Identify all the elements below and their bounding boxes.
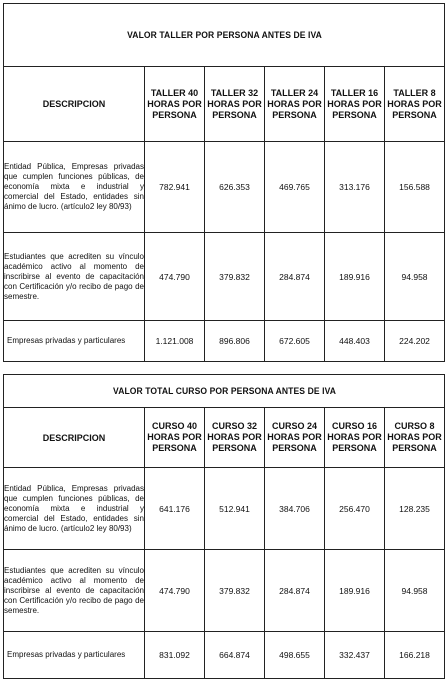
price-cell: 1.121.008 (145, 321, 205, 362)
price-cell: 641.176 (145, 468, 205, 550)
row-description: Empresas privadas y particulares (4, 632, 145, 679)
taller-price-table (3, 3, 445, 362)
price-cell: 256.470 (325, 468, 385, 550)
price-cell: 166.218 (385, 632, 445, 679)
row-description: Entidad Pública, Empresas privadas que cumplen funciones públicas, de economía mixta e industrial y comercial del Estado, entidades sin ánimo de lucro. (artículo2 ley 80/93) (4, 142, 145, 233)
price-cell: 782.941 (145, 142, 205, 233)
column-header: CURSO 24 HORAS POR PERSONA (265, 408, 325, 468)
price-cell: 896.806 (205, 321, 265, 362)
row-description: Estudiantes que acrediten su vínculo académico activo al momento de inscribirse al evento de capacitación con Certificación y/o recibo de pago de semestre. (4, 550, 145, 632)
column-header: TALLER 40 HORAS POR PERSONA (145, 67, 205, 142)
price-cell: 664.874 (205, 632, 265, 679)
column-header: CURSO 32 HORAS POR PERSONA (205, 408, 265, 468)
table-row (4, 142, 445, 233)
price-cell: 224.202 (385, 321, 445, 362)
price-cell: 384.706 (265, 468, 325, 550)
price-cell: 469.765 (265, 142, 325, 233)
row-description: Empresas privadas y particulares (4, 321, 145, 362)
table-row (4, 550, 445, 632)
price-cell: 498.655 (265, 632, 325, 679)
table-title: VALOR TOTAL CURSO POR PERSONA ANTES DE IVA (15, 375, 434, 408)
column-header: TALLER 24 HORAS POR PERSONA (265, 67, 325, 142)
price-cell: 189.916 (325, 233, 385, 321)
table-row (4, 233, 445, 321)
column-header: CURSO 16 HORAS POR PERSONA (325, 408, 385, 468)
column-header: TALLER 32 HORAS POR PERSONA (205, 67, 265, 142)
table-row (4, 632, 445, 679)
price-cell: 94.958 (385, 233, 445, 321)
price-cell: 128.235 (385, 468, 445, 550)
price-cell: 313.176 (325, 142, 385, 233)
price-cell: 332.437 (325, 632, 385, 679)
column-header-description: DESCRIPCION (4, 408, 145, 468)
table-title: VALOR TALLER POR PERSONA ANTES DE IVA (15, 4, 434, 67)
row-description: Estudiantes que acrediten su vínculo académico activo al momento de inscribirse al evento de capacitación con Certificación y/o recibo de pago de semestre. (4, 233, 145, 321)
table-row (4, 321, 445, 362)
price-cell: 626.353 (205, 142, 265, 233)
price-cell: 672.605 (265, 321, 325, 362)
price-cell: 379.832 (205, 233, 265, 321)
price-cell: 474.790 (145, 233, 205, 321)
column-header: TALLER 8 HORAS POR PERSONA (385, 67, 445, 142)
price-cell: 284.874 (265, 233, 325, 321)
price-cell: 831.092 (145, 632, 205, 679)
column-header: CURSO 40 HORAS POR PERSONA (145, 408, 205, 468)
price-cell: 448.403 (325, 321, 385, 362)
price-cell: 94.958 (385, 550, 445, 632)
table-row (4, 468, 445, 550)
price-cell: 189.916 (325, 550, 385, 632)
price-cell: 379.832 (205, 550, 265, 632)
price-cell: 284.874 (265, 550, 325, 632)
price-cell: 156.588 (385, 142, 445, 233)
column-header: TALLER 16 HORAS POR PERSONA (325, 67, 385, 142)
curso-price-table (3, 374, 445, 679)
row-description: Entidad Pública, Empresas privadas que cumplen funciones públicas, de economía mixta e industrial y comercial del Estado, entidades sin ánimo de lucro. (artículo2 ley 80/93) (4, 468, 145, 550)
column-header: CURSO 8 HORAS POR PERSONA (385, 408, 445, 468)
column-header-description: DESCRIPCION (4, 67, 145, 142)
price-cell: 512.941 (205, 468, 265, 550)
price-cell: 474.790 (145, 550, 205, 632)
